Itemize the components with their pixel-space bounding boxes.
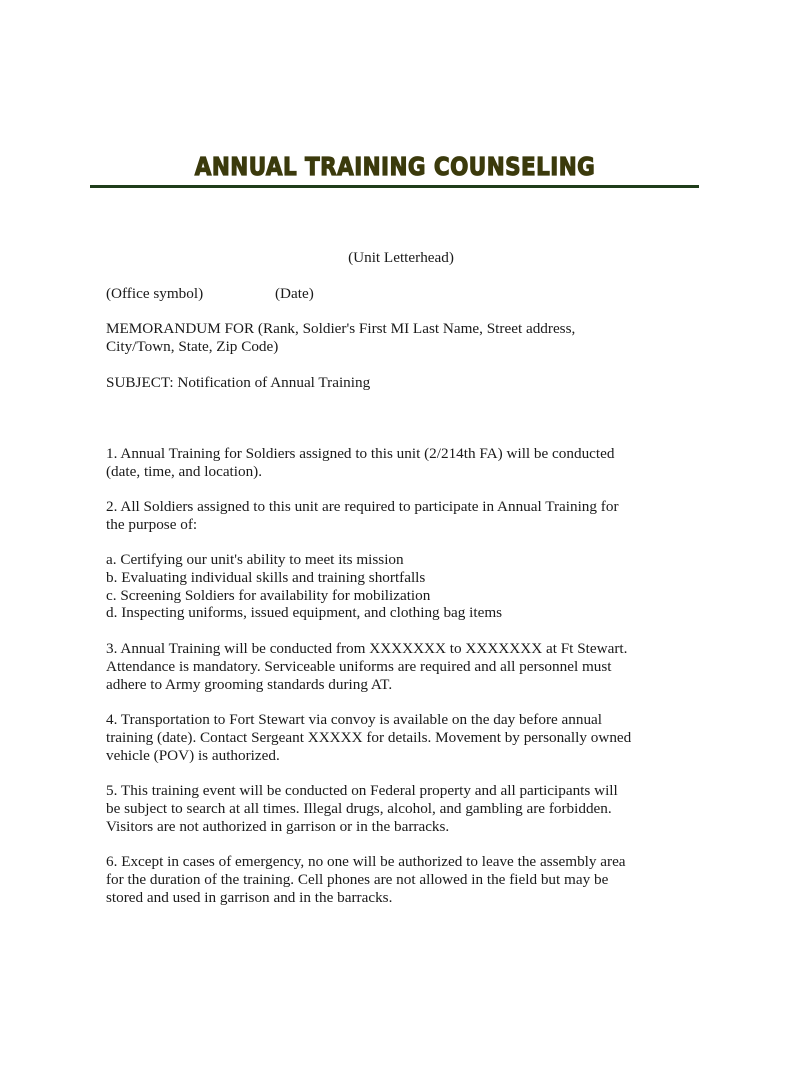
list-item: c. Screening Soldiers for availability for mobilization xyxy=(106,587,431,604)
list-item: b. Evaluating individual skills and training shortfalls xyxy=(106,569,426,586)
list-item: d. Inspecting uniforms, issued equipment, and clothing bag items xyxy=(106,604,503,621)
memo-subject: SUBJECT: Notification of Annual Training xyxy=(106,374,371,391)
list-item: a. Certifying our unit's ability to meet its mission xyxy=(106,551,404,568)
unit-letterhead: (Unit Letterhead) xyxy=(348,249,454,266)
document-title: ANNUAL TRAINING COUNSELING xyxy=(194,152,596,181)
office-symbol: (Office symbol) xyxy=(106,285,204,302)
memo-date: (Date) xyxy=(275,285,314,302)
title-divider xyxy=(90,185,699,188)
